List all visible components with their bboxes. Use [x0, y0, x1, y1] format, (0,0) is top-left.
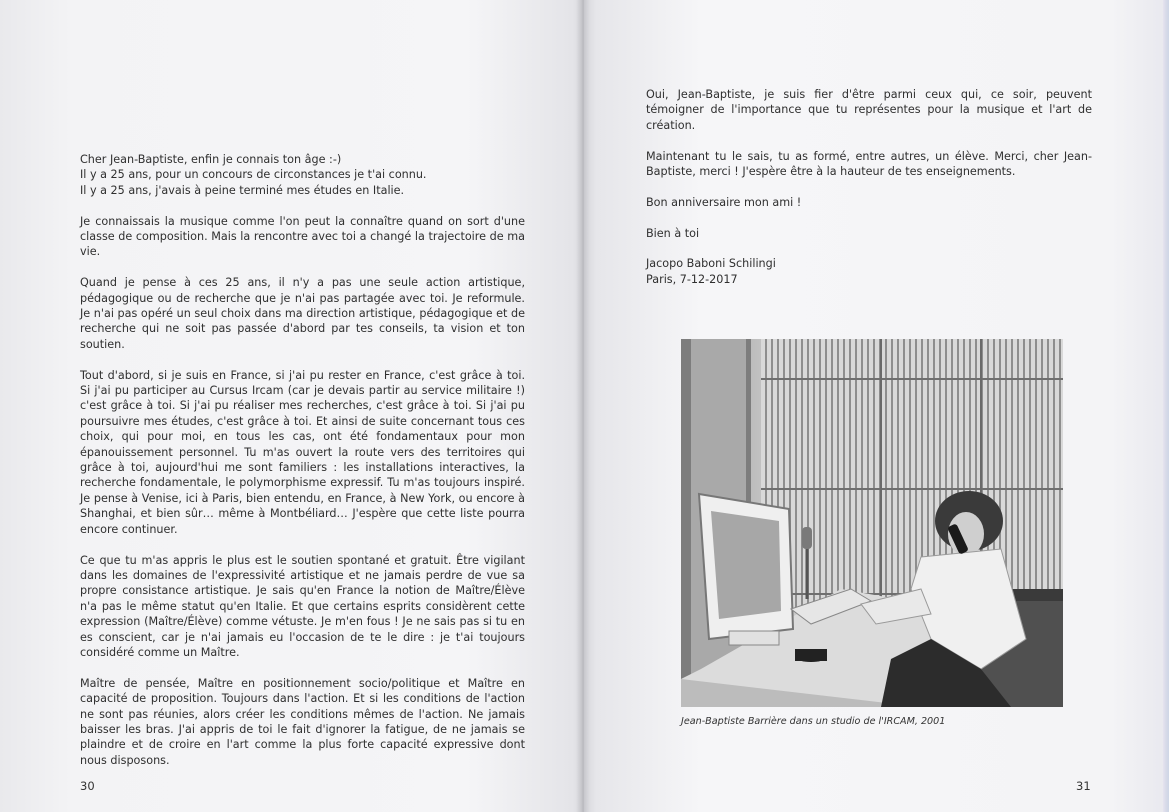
opening-line-2: Il y a 25 ans, pour un concours de circonstances je t'ai connu.: [80, 168, 427, 182]
opening-line-3: Il y a 25 ans, j'avais à peine terminé mes études en Italie.: [80, 183, 405, 197]
paragraph-master: Maître de pensée, Maître en positionnement socio/politique et Maître en capacité de proposition. Toujours dans l'action. Et si les conditions de l'action ne sont pas réunies, alors créer les conditions mêmes de l'action. Ne jamais baisser les bras. J'ai appris de toi le fait d'ignorer la fatigue, de ne jamais se plaindre et de croire en l'art comme la plus forte capacité expressive dont nous disposons.: [80, 676, 525, 767]
signature-block: [646, 256, 1092, 287]
paragraph-support: Ce que tu m'as appris le plus est le soutien spontané et gratuit. Être vigilant dans les domaines de l'expressivité artistique et ne jamais perdre de vue sa propre consistance artistique. Je sais qu'en France la notion de Maître/Élève n'a pas le même statut qu'en Italie. Et que certains esprits considèrent cette expression (Maître/Élève) comme vétuste. Je m'en fous ! Je ne sais pas si tu en es conscient, car je n'ai jamais eu l'occasion de te le dire : je t'ai toujours considéré comme un Maître.: [80, 553, 525, 659]
paragraph-birthday: Bon anniversaire mon ami !: [646, 195, 802, 209]
signature-place-date: Paris, 7-12-2017: [646, 272, 738, 286]
opening-line-1: Cher Jean-Baptiste, enfin je connais ton âge :-): [80, 153, 342, 166]
paragraph-music: Je connaissais la musique comme l'on peut la connaître quand on sort d'une classe de composition. Mais la rencontre avec toi a changé la trajectoire de ma vie.: [80, 214, 525, 259]
paragraph-proud: Oui, Jean-Baptiste, je suis fier d'être parmi ceux qui, ce soir, peuvent témoigner de l'importance que tu représentes pour la musique et l'art de création.: [646, 88, 1092, 132]
opening-lines: [80, 152, 525, 198]
letter-body-left: [80, 152, 525, 768]
paragraph-closing: Bien à toi: [646, 226, 700, 240]
page-number-right: 31: [1076, 779, 1091, 793]
left-page: [0, 0, 582, 812]
paragraph-25-years: Quand je pense à ces 25 ans, il n'y a pas une seule action artistique, pédagogique ou de recherche que je n'ai pas partagée avec toi. Je reformule. Je n'ai pas opéré un seul choix dans ma direction artistique, pédagogique et de recherche qui ne soit pas passée d'abord par tes conseils, ta vision et ton soutien.: [80, 276, 525, 351]
letter-body-right: [646, 87, 1092, 303]
page-number-left: 30: [80, 779, 95, 793]
studio-photo: [681, 339, 1063, 707]
page-edge: [1163, 0, 1169, 812]
paragraph-student: Maintenant tu le sais, tu as formé, entre autres, un élève. Merci, cher Jean-Baptiste, merci ! J'espère être à la hauteur de tes enseignements.: [646, 149, 1092, 179]
paragraph-france: Tout d'abord, si je suis en France, si j'ai pu rester en France, c'est grâce à toi. Si j'ai pu participer au Cursus Ircam (car je devais partir au service militaire !) c'est grâce à toi. Si j'ai pu réaliser mes recherches, c'est grâce à toi. Si j'ai pu poursuivre mes études, c'est grâce à toi. Et ainsi de suite concernant tous ces choix, qui pour moi, en tous les cas, ont été fondamentaux pour mon épanouissement personnel. Tu m'as ouvert la route vers des territoires qui grâce à toi, aujourd'hui me sont familiers : les installations interactives, la recherche fondamentale, le polymorphisme expressif. Tu m'as toujours inspiré. Je pense à Venise, ici à Paris, bien entendu, en France, à New York, ou encore à Shanghai, et bien sûr… même à Montbéliard… J'espère que cette liste pourra encore continuer.: [80, 368, 525, 536]
photo-caption: Jean-Baptiste Barrière dans un studio de l'IRCAM, 2001: [681, 716, 946, 727]
signature-name: Jacopo Baboni Schilingi: [646, 257, 776, 271]
